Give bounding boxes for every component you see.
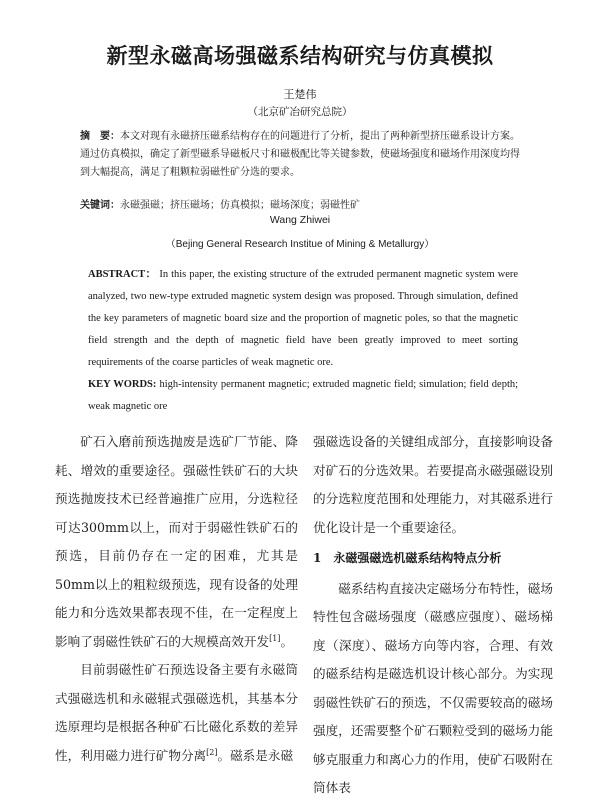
abstract-cn (80, 128, 520, 182)
body-paragraph (55, 428, 298, 656)
keywords-cn (80, 196, 520, 211)
affiliation-en: （Bejing General Research Institue of Mining & Metallurgy） (165, 239, 435, 250)
abstract-cn-label: 摘 要： (80, 131, 120, 142)
body-right-column (313, 428, 553, 803)
body-text: 。 (280, 633, 294, 649)
abstract-en-text: In this paper, the existing structure of the extruded permanent magnetic system were analyzed, two new-type extruded magnetic system design was proposed. Through simulation, defined the key parameters of magnetic board size and the proportion of magnetic poles, so that the magnetic field strength and the depth of magnetic field have been greatly improved to meet sorting requirements of the coarse particles of weak magnetic ore. (88, 269, 519, 368)
keywords-en-paragraph (88, 374, 518, 418)
abstract-cn-text: 本文对现有永磁挤压磁系结构存在的问题进行了分析，提出了两种新型挤压磁系设计方案。通过仿真模拟，确定了新型磁系导磁板尺寸和磁极配比等关键参数，使磁场强度和磁场作用深度均得到大幅提高，满足了粗颗粒弱磁性矿分选的要求。 (80, 131, 520, 178)
abstract-en-paragraph (88, 264, 518, 374)
keywords-cn-text: 永磁强磁；挤压磁场；仿真模拟；磁场深度；弱磁性矿 (120, 200, 360, 211)
body-paragraph (55, 656, 298, 770)
keywords-en-label: KEY WORDS: (88, 379, 157, 390)
body-text: 目前弱磁性矿石预选设备主要有永磁筒式强磁选机和永磁辊式强磁选机，其基本分选原理均是根据各种矿石比磁化系数的差异性，利用磁力进行矿物分离 (55, 662, 298, 763)
paper-title: 新型永磁高场强磁系结构研究与仿真模拟 (106, 43, 494, 68)
body-paragraph: 磁系结构直接决定磁场分布特性，磁场特性包含磁场强度（磁感应强度）、磁场梯度（深度）、磁场方向等内容，合理、有效的磁系结构是磁选机设计核心部分。为实现弱磁性铁矿石的预选，不仅需要较高的磁场强度，还需要整个矿石颗粒受到的磁场力能够克服重力和离心力的作用，使矿石吸附在筒体表 (313, 580, 553, 795)
author-name-cn: 王楚伟 (283, 88, 317, 101)
citation-ref: [1] (269, 633, 281, 643)
body-left-column (55, 428, 298, 770)
keywords-cn-label: 关键词： (80, 200, 120, 211)
section-heading: 1 永磁强磁选机磁系结构特点分析 (313, 551, 502, 565)
body-text: 矿石入磨前预选抛废是选矿厂节能、降耗、增效的重要途径。强磁性铁矿石的大块预选抛废技术已经普遍推广应用，分选粒径可达300mm以上，而对于弱磁性铁矿石的预选，目前仍存在一定的困难，尤其是50mm以上的粗粒级预选，现有设备的处理能力和分选效果都表现不佳，在一定程度上影响了弱磁性铁矿石的大规模高效开发 (55, 434, 298, 649)
affiliation-cn: （北京矿冶研究总院） (247, 106, 353, 118)
keywords-en-text: high-intensity permanent magnetic; extruded magnetic field; simulation; field depth; weak magnetic ore (88, 379, 519, 412)
author-name-en: Wang Zhiwei (269, 214, 331, 226)
abstract-en (88, 264, 518, 418)
abstract-en-label: ABSTRACT： (88, 269, 157, 280)
body-paragraph: 强磁选设备的关键组成部分，直接影响设备对矿石的分选效果。若要提高永磁强磁设别的分选粒度范围和处理能力，对其磁系进行优化设计是一个重要途径。 (313, 434, 553, 535)
body-text: 。磁系是永磁 (217, 747, 294, 763)
citation-ref: [2] (206, 747, 218, 757)
